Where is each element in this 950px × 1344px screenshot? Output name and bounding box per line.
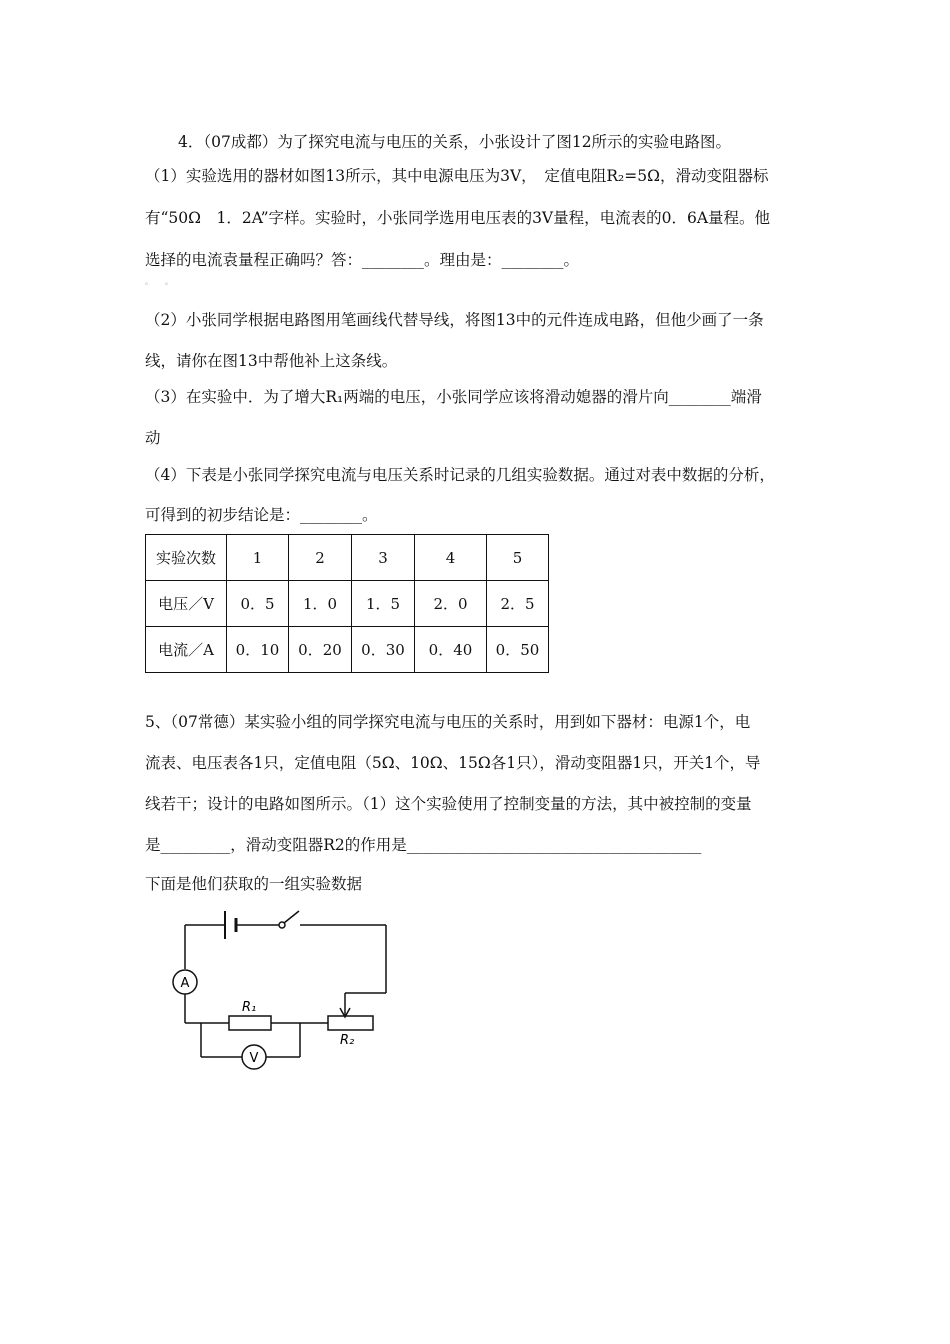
q4-part4-line2: 可得到的初步结论是：________。 (145, 506, 378, 524)
table-row-voltage (146, 581, 549, 627)
r1-label: R₁ (242, 1000, 257, 1015)
table-cell: 2 (289, 535, 352, 581)
q5-line4: 是_________，滑动变阻器R2的作用是______________________________________ (145, 836, 702, 854)
q4-part1-line3: 选择的电流袁量程正确吗？答：________。理由是：________。 (145, 251, 580, 269)
table-cell: 电流／A (146, 627, 227, 673)
table-cell: 1 (227, 535, 289, 581)
q4-part4-line1: （4）下表是小张同学探究电流与电压关系时记录的几组实验数据。通过对表中数据的分析， (145, 466, 775, 484)
q5-line2: 流表、电压表各1只，定值电阻（5Ω、10Ω、15Ω各1只），滑动变阻器1只，开关1个，导 (145, 754, 761, 772)
table-cell: 实验次数 (146, 535, 227, 581)
q5-line1: 5、（07常德）某实验小组的同学探究电流与电压的关系时，用到如下器材：电源1个，电 (145, 713, 751, 731)
q4-part2-line1: （2）小张同学根据电路图用笔画线代替导线，将图13中的元件连成电路，但他少画了一条 (145, 311, 764, 329)
q4-part2-line2: 线，请你在图13中帮他补上这条线。 (145, 352, 398, 370)
table-cell: 3 (352, 535, 415, 581)
circuit-diagram (165, 905, 405, 1080)
voltmeter-label: V (249, 1051, 259, 1066)
table-cell: 5 (487, 535, 549, 581)
table-cell: 4 (415, 535, 487, 581)
table-cell: 0．20 (289, 627, 352, 673)
q4-part1-line1: （1）实验选用的器材如图13所示，其中电源电压为3V， 定值电阻R₂=5Ω，滑动变阻器标 (145, 167, 769, 185)
table-cell: 0．30 (352, 627, 415, 673)
table-cell: 1．0 (289, 581, 352, 627)
table-cell: 2．0 (415, 581, 487, 627)
table-cell: 0．5 (227, 581, 289, 627)
table-cell: 0．50 (487, 627, 549, 673)
q5-line5: 下面是他们获取的一组实验数据 (145, 875, 363, 893)
q4-title: 4．（07成都）为了探究电流与电压的关系，小张设计了图12所示的实验电路图。 (178, 133, 732, 151)
q4-part1-line2: 有“50Ω 1．2A”字样。实验时，小张同学选用电压表的3V量程，电流表的0．6A量程。他 (145, 209, 771, 227)
table-row-header (146, 535, 549, 581)
table-row-current (146, 627, 549, 673)
q4-part3-line2: 动 (145, 429, 161, 447)
r2-label: R₂ (340, 1033, 355, 1048)
stray-marks: 。 。 (145, 277, 173, 286)
table-cell: 电压／V (146, 581, 227, 627)
data-table (145, 534, 549, 673)
resistor-r1 (229, 1016, 271, 1030)
q4-part3-line1: （3）在实验中．为了增大R₁两端的电压，小张同学应该将滑动媳器的滑片向________端滑 (145, 388, 762, 406)
rheostat-r2 (328, 1016, 373, 1030)
table-cell: 1．5 (352, 581, 415, 627)
table-cell: 2．5 (487, 581, 549, 627)
table-cell: 0．40 (415, 627, 487, 673)
q5-line3: 线若干；设计的电路如图所示。（1）这个实验使用了控制变量的方法，其中被控制的变量 (145, 795, 752, 813)
table-cell: 0．10 (227, 627, 289, 673)
switch-lever (284, 911, 299, 923)
ammeter-label: A (180, 976, 190, 991)
